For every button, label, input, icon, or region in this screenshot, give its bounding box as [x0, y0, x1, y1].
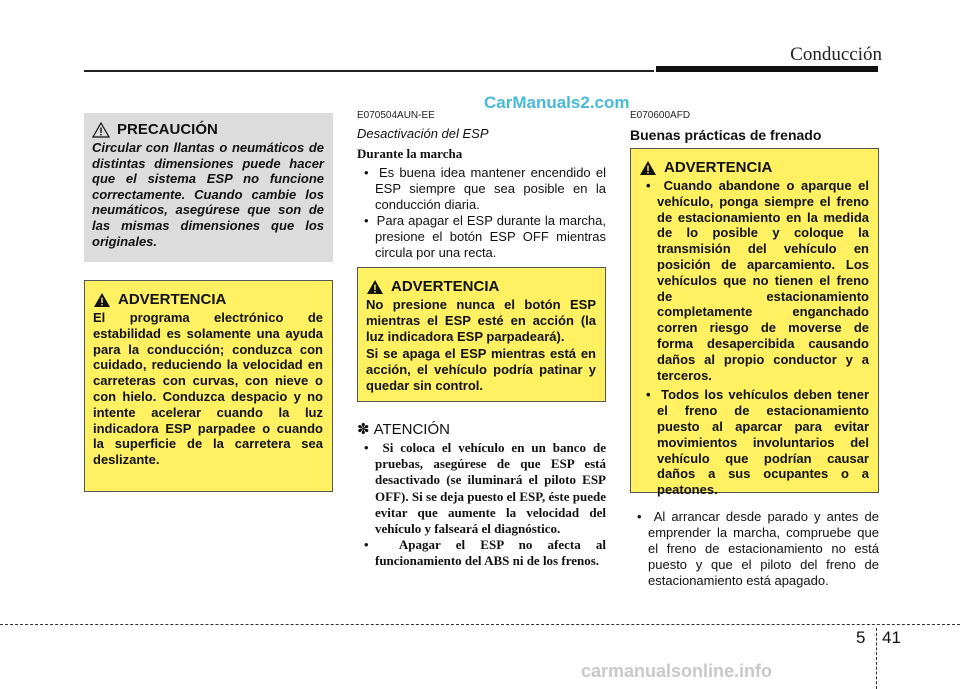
attention-bullets	[357, 440, 606, 570]
warning-right-bullets	[639, 178, 869, 498]
footer-rule	[0, 624, 960, 625]
watermark-top: CarManuals2.com	[484, 93, 630, 112]
header-title: Conducción	[790, 44, 882, 65]
warning-left-title: ADVERTENCIA	[118, 291, 227, 308]
precaution-text: Circular con llantas o neumáticos de distintas dimensiones puede hacer que el sistema ESP no funcione correctamente. Cuando cambie los neumáticos, asegúrese que son de las mismas dimensiones que los originales.	[92, 140, 324, 249]
list-item: • Es buena idea mantener encendido el ESP siempre que sea posible en la conducción diaria.	[364, 165, 606, 212]
header-bar	[656, 66, 878, 72]
precaution-title: PRECAUCIÓN	[117, 121, 218, 138]
section-code: E070600AFD	[630, 110, 691, 121]
chapter-number: 5	[856, 628, 866, 647]
section-code: E070504AUN-EE	[357, 110, 435, 121]
list-item: • Todos los vehículos deben tener el freno de estacionamiento puesto al aparcar para evitar movimientos involuntarios del vehículo que podrían causar daños a sus ocupantes o a peatones.	[646, 387, 870, 498]
attention-title: ATENCIÓN	[373, 420, 450, 438]
warning-left-heading	[93, 291, 323, 308]
caution-triangle-icon	[92, 122, 110, 138]
list-item: • Para apagar el ESP durante la marcha, presione el botón ESP OFF mientras circula por una recta.	[364, 213, 606, 260]
warning-box-left	[84, 280, 333, 492]
middle-column	[357, 110, 606, 261]
right-column-header	[630, 110, 879, 143]
warning-triangle-icon	[93, 292, 111, 308]
warning-right-heading	[639, 159, 869, 176]
warning-right-title: ADVERTENCIA	[664, 159, 773, 176]
warning-middle-text-2: Si se apaga el ESP mientras está en acción, el vehículo podría patinar y quedar sin control.	[366, 346, 596, 393]
header-rule	[84, 70, 654, 72]
middle-bullets	[357, 165, 606, 261]
attention-heading	[357, 420, 606, 438]
warning-triangle-icon	[639, 160, 657, 176]
subheading: Durante la marcha	[357, 146, 463, 161]
right-bullets	[630, 509, 879, 589]
section-title: Desactivación del ESP	[357, 126, 489, 141]
list-item: • Si coloca el vehículo en un banco de pruebas, asegúrese de que ESP está desactivado (se iluminará el piloto ESP OFF). Si se deja puesto el ESP, éste puede evitar que aumente la velocidad del vehículo y falseará el diagnóstico.	[364, 440, 606, 537]
warning-left-text: El programa electrónico de estabilidad es solamente una ayuda para la conducción; conduzca con cuidado, reduciendo la velocidad en carreteras con curvas, con nieve o con hielo. Conduzca despacio y no intente acelerar cuando la luz indicadora ESP parpadee o cuando la superficie de la carretera sea deslizante.	[93, 310, 323, 468]
list-item: • Cuando abandone o aparque el vehículo, ponga siempre el freno de estacionamiento en la medida de lo posible y coloque la transmisión del vehículo en posición de aparcamiento. Los vehículos que no tienen el freno de estacionamiento completamente enganchado corren riesgo de moverse de forma desapercibida causando daños al propio conductor y a terceros.	[646, 178, 869, 383]
watermark-bottom: carmanualsonline.info	[581, 661, 773, 681]
warning-middle-heading	[366, 278, 596, 295]
list-item: • Al arrancar desde parado y antes de emprender la marcha, compruebe que el freno de estacionamiento no está puesto y que el piloto del freno de estacionamiento está apagado.	[637, 509, 879, 588]
page-separator	[876, 628, 877, 689]
precaution-heading	[92, 121, 324, 138]
asterisk-icon: ✽	[357, 421, 370, 438]
page-number: 41	[882, 628, 901, 647]
right-bullets-section	[630, 509, 879, 589]
warning-triangle-icon	[366, 279, 384, 295]
list-item: • Apagar el ESP no afecta al funcionamiento del ABS ni de los frenos.	[364, 537, 606, 569]
warning-middle-title: ADVERTENCIA	[391, 278, 500, 295]
precaution-box	[84, 113, 333, 262]
warning-middle-text-1: No presione nunca el botón ESP mientras el ESP esté en acción (la luz indicadora ESP parpadeará).	[366, 297, 596, 344]
attention-section	[357, 420, 606, 570]
warning-box-right	[630, 148, 879, 498]
section-title: Buenas prácticas de frenado	[630, 127, 822, 143]
warning-box-middle	[357, 267, 606, 402]
